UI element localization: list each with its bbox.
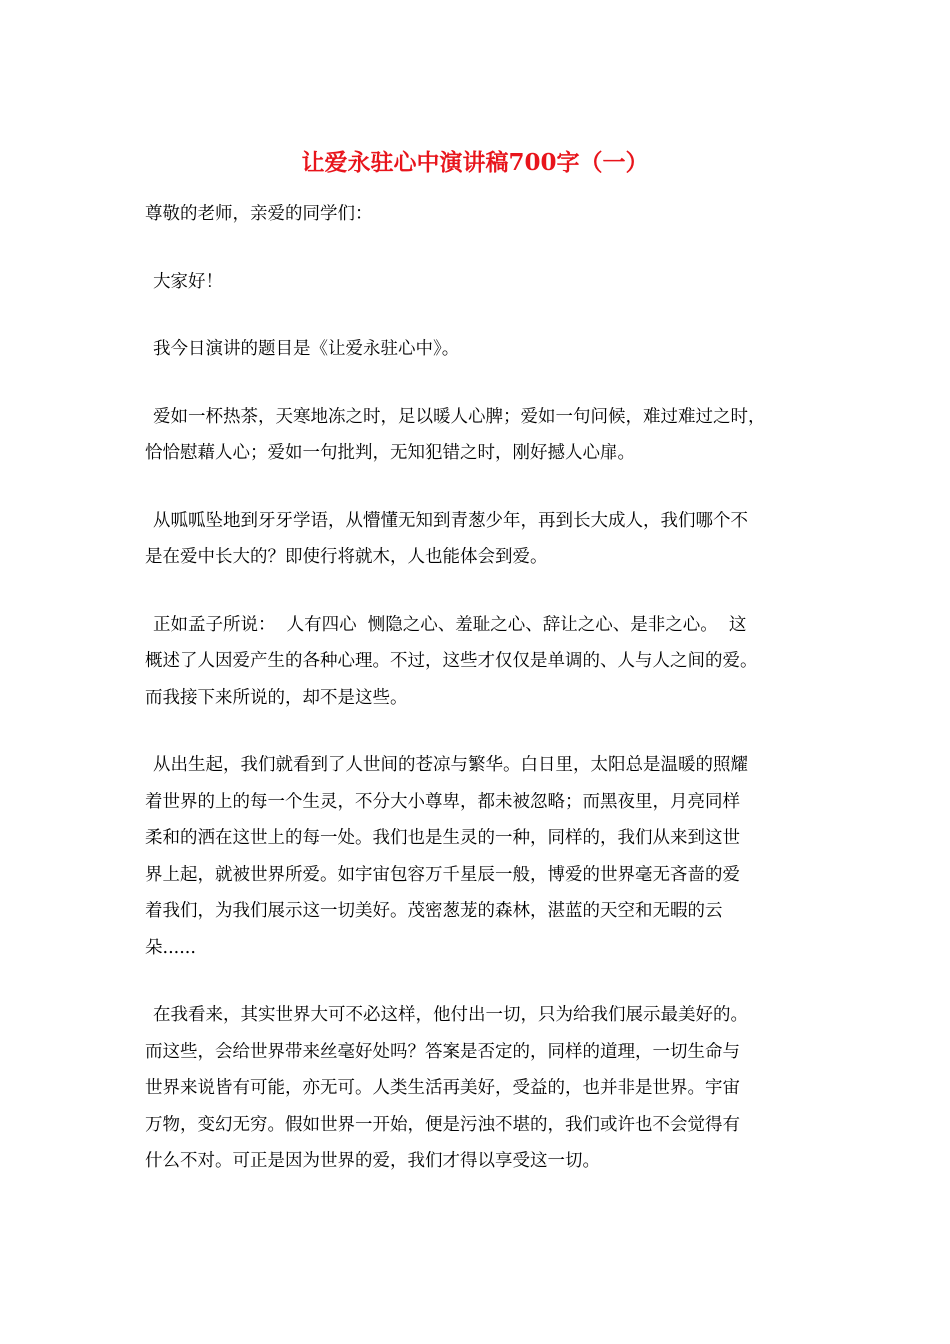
paragraph-line: 而这些，会给世界带来丝毫好处吗？答案是否定的，同样的道理，一切生命与 xyxy=(145,1041,740,1062)
paragraph-line: 什么不对。可正是因为世界的爱，我们才得以享受这一切。 xyxy=(145,1151,600,1171)
greeting: 尊敬的老师，亲爱的同学们： xyxy=(145,204,373,224)
document-body xyxy=(145,196,835,1180)
paragraph-line: 世界来说皆有可能，亦无可。人类生活再美好，受益的，也并非是世界。宇宙 xyxy=(145,1078,740,1098)
paragraph-line: 大家好！ xyxy=(153,271,223,292)
paragraph-line: 恰恰慰藉人心；爱如一句批判，无知犯错之时，刚好撼人心扉。 xyxy=(145,443,635,463)
paragraph-line: 而我接下来所说的，却不是这些。 xyxy=(145,687,408,708)
paragraph-line: 界上起，就被世界所爱。如宇宙包容万千星辰一般，博爱的世界毫无吝啬的爱 xyxy=(145,864,740,885)
document-title: 让爱永驻心中演讲稿700字（一） xyxy=(301,149,649,176)
paragraph-line: 从出生起，我们就看到了人世间的苍凉与繁华。白日里，太阳总是温暖的照耀 xyxy=(153,755,748,775)
paragraph-line: 我今日演讲的题目是《让爱永驻心中》。 xyxy=(153,339,460,359)
paragraph-line: 从呱呱坠地到牙牙学语，从懵懂无知到青葱少年，再到长大成人，我们哪个不 xyxy=(153,510,748,531)
paragraph-line: 着世界的上的每一个生灵，不分大小尊卑，都未被忽略；而黑夜里，月亮同样 xyxy=(145,791,740,812)
paragraph-line: 爱如一杯热茶，天寒地冻之时，足以暖人心脾；爱如一句问候，难过难过之时， xyxy=(153,406,766,427)
paragraph-line: 正如孟子所说： 人有四心 恻隐之心、羞耻之心、辞让之心、是非之心。 这 xyxy=(153,614,747,635)
paragraph-line: 着我们，为我们展示这一切美好。茂密葱茏的森林，湛蓝的天空和无暇的云 xyxy=(145,901,723,921)
paragraph-line: 万物，变幻无穷。假如世界一开始，便是污浊不堪的，我们或许也不会觉得有 xyxy=(145,1114,740,1135)
paragraph-line: 概述了人因爱产生的各种心理。不过，这些才仅仅是单调的、人与人之间的爱。 xyxy=(145,651,758,671)
paragraph-line: 是在爱中长大的？即使行将就木，人也能体会到爱。 xyxy=(145,547,548,567)
paragraph-line: 朵...... xyxy=(145,937,196,958)
paragraph-line: 柔和的洒在这世上的每一处。我们也是生灵的一种，同样的，我们从来到这世 xyxy=(145,828,740,848)
paragraph-line: 在我看来，其实世界大可不必这样，他付出一切，只为给我们展示最美好的。 xyxy=(153,1005,748,1025)
